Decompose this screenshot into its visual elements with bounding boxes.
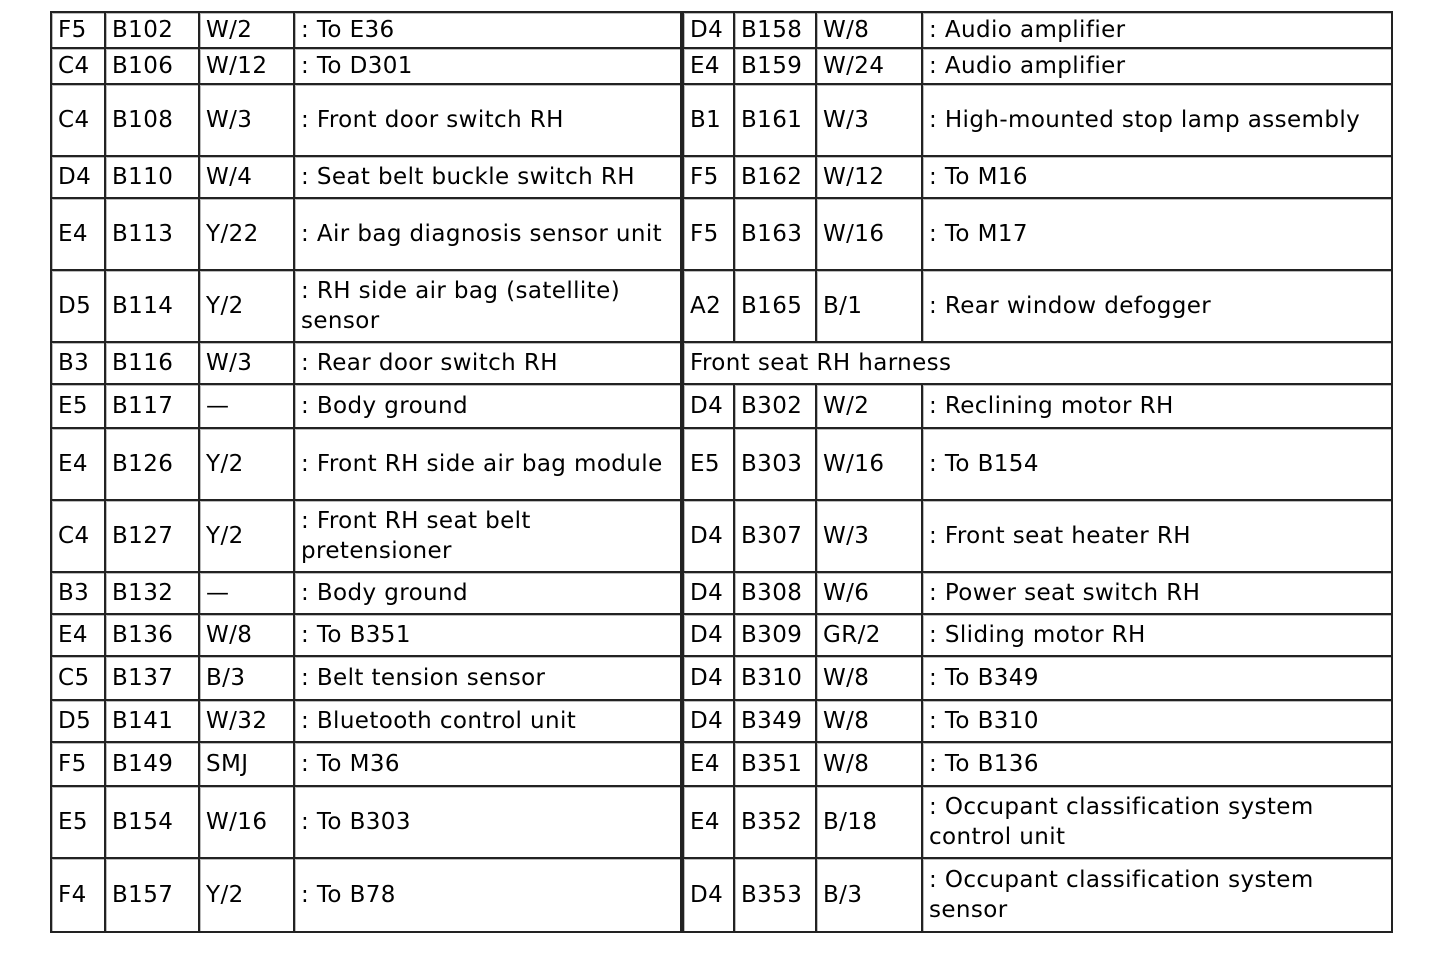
connector-description-cell: : Front seat heater RH bbox=[921, 501, 1391, 573]
table-row bbox=[52, 615, 1391, 657]
connector-type-cell: W/2 bbox=[815, 385, 921, 429]
connector-description-cell: : To B349 bbox=[921, 657, 1391, 701]
connector-description-cell: : Audio amplifier bbox=[921, 13, 1391, 49]
connector-number-cell: B159 bbox=[733, 49, 815, 85]
connector-description-cell: : Audio amplifier bbox=[921, 49, 1391, 85]
connector-description-cell: : To M17 bbox=[921, 199, 1391, 271]
connector-type-cell: W/8 bbox=[815, 701, 921, 743]
connector-number-cell: B114 bbox=[104, 271, 198, 343]
connector-description-cell: : Front RH seat belt pretensioner bbox=[293, 501, 680, 573]
connector-number-cell: B310 bbox=[733, 657, 815, 701]
connector-number-cell: B302 bbox=[733, 385, 815, 429]
connector-number-cell: B132 bbox=[104, 573, 198, 615]
connector-type-cell: B/1 bbox=[815, 271, 921, 343]
table-row bbox=[52, 157, 1391, 199]
grid-location-cell: B3 bbox=[52, 573, 104, 615]
grid-location-cell: D5 bbox=[52, 271, 104, 343]
connector-description-cell: : RH side air bag (satellite) sensor bbox=[293, 271, 680, 343]
connector-type-cell: W/12 bbox=[815, 157, 921, 199]
grid-location-cell: D4 bbox=[680, 501, 733, 573]
connector-description-cell: : Occupant classification system sensor bbox=[921, 859, 1391, 931]
connector-type-cell: W/3 bbox=[815, 501, 921, 573]
connector-type-cell: W/16 bbox=[815, 199, 921, 271]
grid-location-cell: E5 bbox=[52, 787, 104, 859]
grid-location-cell: D4 bbox=[680, 701, 733, 743]
grid-location-cell: C4 bbox=[52, 501, 104, 573]
grid-location-cell: D4 bbox=[680, 13, 733, 49]
table-row bbox=[52, 343, 1391, 385]
connector-description-cell: : To B303 bbox=[293, 787, 680, 859]
grid-location-cell: B3 bbox=[52, 343, 104, 385]
connector-description-cell: : To B351 bbox=[293, 615, 680, 657]
connector-number-cell: B309 bbox=[733, 615, 815, 657]
connector-number-cell: B154 bbox=[104, 787, 198, 859]
connector-type-cell: W/6 bbox=[815, 573, 921, 615]
table-row bbox=[52, 573, 1391, 615]
table-row bbox=[52, 271, 1391, 343]
connector-description-cell: : To B154 bbox=[921, 429, 1391, 501]
connector-list-body bbox=[52, 13, 1391, 931]
connector-number-cell: B137 bbox=[104, 657, 198, 701]
connector-description-cell: : Belt tension sensor bbox=[293, 657, 680, 701]
connector-list-table bbox=[50, 11, 1393, 933]
connector-description-cell: : Bluetooth control unit bbox=[293, 701, 680, 743]
connector-description-cell: : Occupant classification system control unit bbox=[921, 787, 1391, 859]
connector-number-cell: B102 bbox=[104, 13, 198, 49]
connector-type-cell: SMJ bbox=[198, 743, 293, 787]
connector-description-cell: : To M16 bbox=[921, 157, 1391, 199]
connector-type-cell: W/3 bbox=[198, 343, 293, 385]
connector-number-cell: B165 bbox=[733, 271, 815, 343]
table-row bbox=[52, 501, 1391, 573]
connector-number-cell: B117 bbox=[104, 385, 198, 429]
grid-location-cell: E4 bbox=[52, 429, 104, 501]
connector-description-cell: : To B136 bbox=[921, 743, 1391, 787]
connector-number-cell: B141 bbox=[104, 701, 198, 743]
connector-type-cell: W/4 bbox=[198, 157, 293, 199]
grid-location-cell: E4 bbox=[52, 199, 104, 271]
grid-location-cell: D4 bbox=[680, 573, 733, 615]
grid-location-cell: D4 bbox=[52, 157, 104, 199]
table-row bbox=[52, 385, 1391, 429]
grid-location-cell: C4 bbox=[52, 49, 104, 85]
table-row bbox=[52, 743, 1391, 787]
connector-type-cell: — bbox=[198, 385, 293, 429]
connector-description-cell: : Rear window defogger bbox=[921, 271, 1391, 343]
grid-location-cell: E4 bbox=[52, 615, 104, 657]
connector-number-cell: B163 bbox=[733, 199, 815, 271]
connector-number-cell: B126 bbox=[104, 429, 198, 501]
connector-number-cell: B352 bbox=[733, 787, 815, 859]
table-row bbox=[52, 429, 1391, 501]
connector-number-cell: B106 bbox=[104, 49, 198, 85]
connector-type-cell: W/8 bbox=[815, 743, 921, 787]
connector-description-cell: : Rear door switch RH bbox=[293, 343, 680, 385]
connector-number-cell: B127 bbox=[104, 501, 198, 573]
connector-description-cell: : Front door switch RH bbox=[293, 85, 680, 157]
connector-type-cell: Y/2 bbox=[198, 429, 293, 501]
connector-type-cell: W/16 bbox=[198, 787, 293, 859]
connector-type-cell: Y/2 bbox=[198, 271, 293, 343]
connector-number-cell: B158 bbox=[733, 13, 815, 49]
connector-type-cell: B/18 bbox=[815, 787, 921, 859]
connector-description-cell: : To M36 bbox=[293, 743, 680, 787]
connector-type-cell: Y/2 bbox=[198, 501, 293, 573]
table-row bbox=[52, 13, 1391, 49]
connector-description-cell: : Seat belt buckle switch RH bbox=[293, 157, 680, 199]
grid-location-cell: E5 bbox=[52, 385, 104, 429]
connector-type-cell: W/16 bbox=[815, 429, 921, 501]
grid-location-cell: E4 bbox=[680, 49, 733, 85]
connector-description-cell: : To B310 bbox=[921, 701, 1391, 743]
connector-number-cell: B157 bbox=[104, 859, 198, 931]
grid-location-cell: E4 bbox=[680, 743, 733, 787]
connector-type-cell: Y/2 bbox=[198, 859, 293, 931]
grid-location-cell: B1 bbox=[680, 85, 733, 157]
grid-location-cell: D4 bbox=[680, 615, 733, 657]
grid-location-cell: E4 bbox=[680, 787, 733, 859]
connector-type-cell: W/3 bbox=[198, 85, 293, 157]
connector-description-cell: : Air bag diagnosis sensor unit bbox=[293, 199, 680, 271]
connector-number-cell: B303 bbox=[733, 429, 815, 501]
connector-type-cell: W/12 bbox=[198, 49, 293, 85]
connector-type-cell: B/3 bbox=[815, 859, 921, 931]
connector-number-cell: B136 bbox=[104, 615, 198, 657]
table-row bbox=[52, 85, 1391, 157]
connector-number-cell: B308 bbox=[733, 573, 815, 615]
table-row bbox=[52, 199, 1391, 271]
table-row bbox=[52, 701, 1391, 743]
connector-description-cell: : Body ground bbox=[293, 385, 680, 429]
connector-number-cell: B113 bbox=[104, 199, 198, 271]
connector-type-cell: B/3 bbox=[198, 657, 293, 701]
connector-description-cell: : Power seat switch RH bbox=[921, 573, 1391, 615]
connector-description-cell: : High-mounted stop lamp assembly bbox=[921, 85, 1391, 157]
connector-number-cell: B116 bbox=[104, 343, 198, 385]
connector-type-cell: GR/2 bbox=[815, 615, 921, 657]
connector-number-cell: B149 bbox=[104, 743, 198, 787]
grid-location-cell: C4 bbox=[52, 85, 104, 157]
grid-location-cell: F5 bbox=[52, 13, 104, 49]
connector-description-cell: : Sliding motor RH bbox=[921, 615, 1391, 657]
connector-description-cell: : To E36 bbox=[293, 13, 680, 49]
connector-type-cell: W/3 bbox=[815, 85, 921, 157]
grid-location-cell: F5 bbox=[680, 199, 733, 271]
harness-section-heading: Front seat RH harness bbox=[680, 343, 1391, 385]
table-row bbox=[52, 49, 1391, 85]
connector-number-cell: B161 bbox=[733, 85, 815, 157]
connector-number-cell: B351 bbox=[733, 743, 815, 787]
connector-type-cell: — bbox=[198, 573, 293, 615]
grid-location-cell: A2 bbox=[680, 271, 733, 343]
grid-location-cell: C5 bbox=[52, 657, 104, 701]
connector-number-cell: B353 bbox=[733, 859, 815, 931]
table-row bbox=[52, 787, 1391, 859]
connector-description-cell: : To D301 bbox=[293, 49, 680, 85]
grid-location-cell: D4 bbox=[680, 657, 733, 701]
connector-number-cell: B110 bbox=[104, 157, 198, 199]
connector-description-cell: : Body ground bbox=[293, 573, 680, 615]
grid-location-cell: D4 bbox=[680, 859, 733, 931]
connector-description-cell: : Front RH side air bag module bbox=[293, 429, 680, 501]
grid-location-cell: F5 bbox=[680, 157, 733, 199]
connector-type-cell: W/32 bbox=[198, 701, 293, 743]
connector-type-cell: W/24 bbox=[815, 49, 921, 85]
table-row bbox=[52, 657, 1391, 701]
connector-type-cell: W/2 bbox=[198, 13, 293, 49]
connector-number-cell: B162 bbox=[733, 157, 815, 199]
grid-location-cell: E5 bbox=[680, 429, 733, 501]
grid-location-cell: F5 bbox=[52, 743, 104, 787]
connector-type-cell: W/8 bbox=[815, 657, 921, 701]
grid-location-cell: D5 bbox=[52, 701, 104, 743]
connector-type-cell: W/8 bbox=[815, 13, 921, 49]
grid-location-cell: F4 bbox=[52, 859, 104, 931]
connector-number-cell: B307 bbox=[733, 501, 815, 573]
connector-number-cell: B108 bbox=[104, 85, 198, 157]
grid-location-cell: D4 bbox=[680, 385, 733, 429]
connector-description-cell: : Reclining motor RH bbox=[921, 385, 1391, 429]
connector-number-cell: B349 bbox=[733, 701, 815, 743]
connector-type-cell: Y/22 bbox=[198, 199, 293, 271]
connector-description-cell: : To B78 bbox=[293, 859, 680, 931]
connector-type-cell: W/8 bbox=[198, 615, 293, 657]
table-row bbox=[52, 859, 1391, 931]
